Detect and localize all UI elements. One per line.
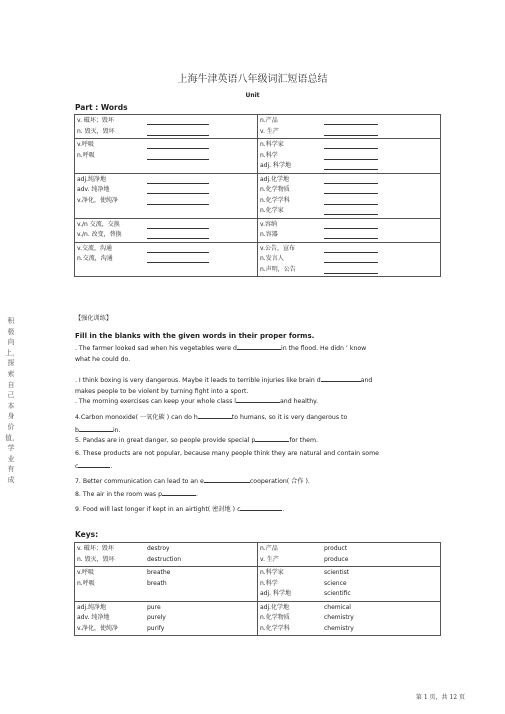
vocab-definition: n.产品 <box>260 117 278 124</box>
answer-blank[interactable] <box>324 162 378 170</box>
key-definition: v. 生产 <box>260 555 279 563</box>
keys-row <box>75 567 441 602</box>
key-line <box>260 603 437 614</box>
answer-blank[interactable] <box>324 231 378 239</box>
exercise-9: 9. Food will last longer if kept in an airtight( 密封地 ) c . <box>75 503 443 516</box>
answer-blank[interactable] <box>147 197 209 205</box>
vocab-line <box>77 116 254 127</box>
vocab-line <box>260 140 437 151</box>
vocab-line <box>260 196 437 207</box>
answer-blank[interactable] <box>147 128 209 136</box>
exercise-3: . The morning exercises can keep your whole class l and healthy. <box>75 395 443 408</box>
key-answer: chemistry <box>324 624 354 632</box>
key-definition: v. 破坏；毁坏 <box>77 545 114 552</box>
exercise-header: 【强化训练】 <box>75 315 113 322</box>
answer-blank[interactable] <box>147 176 209 184</box>
vocab-definition: n.科学家 <box>260 141 284 148</box>
exercise-5: 5. Pandas are in great danger, so people provide special p for them. <box>75 434 443 447</box>
key-line <box>77 624 254 635</box>
vocab-line <box>260 185 437 196</box>
exercise-instruction: Fill in the blanks with the given words in their proper forms. <box>75 332 315 340</box>
vocab-definition: n.容器 <box>260 231 278 238</box>
key-line <box>260 555 437 566</box>
vocab-line <box>260 151 437 162</box>
key-answer: scientist <box>324 569 350 576</box>
key-line <box>77 579 254 590</box>
vocab-definition: v.容纳 <box>260 220 277 228</box>
answer-blank[interactable] <box>147 245 209 253</box>
keys-row <box>75 601 441 636</box>
vocab-definition: n.化学物质 <box>260 186 290 193</box>
answer-blank[interactable] <box>324 141 378 149</box>
key-answer: purify <box>147 624 165 632</box>
keys-cell-right <box>258 601 441 636</box>
answer-blank[interactable] <box>236 395 280 403</box>
key-line <box>260 544 437 555</box>
words-cell-left <box>75 242 258 277</box>
vocab-definition: adj.化学地 <box>260 175 290 183</box>
vocab-line <box>77 220 254 231</box>
vocab-definition: v.呼吸 <box>77 141 94 148</box>
keys-cell-left <box>75 543 258 567</box>
key-answer: destruction <box>147 555 182 563</box>
key-definition: n.化学物质 <box>260 614 290 621</box>
answer-blank[interactable] <box>204 475 250 483</box>
vocab-line <box>77 151 254 162</box>
words-row <box>75 139 441 174</box>
words-cell-right <box>258 139 441 174</box>
vocab-definition: v. 生产 <box>260 127 279 135</box>
vocab-definition: v.交流，沟通 <box>77 244 112 252</box>
answer-blank[interactable] <box>255 434 289 442</box>
answer-blank[interactable] <box>324 266 378 274</box>
words-cell-left <box>75 115 258 139</box>
vocab-line <box>260 161 437 172</box>
key-definition: adj.纯净地 <box>77 603 107 611</box>
answer-blank[interactable] <box>324 176 378 184</box>
vocab-definition: n.发言人 <box>260 255 284 262</box>
key-line <box>260 589 437 600</box>
vocab-line <box>260 175 437 186</box>
key-answer: breathe <box>147 569 171 576</box>
key-line <box>77 568 254 579</box>
key-answer: scientific <box>324 590 351 597</box>
key-line <box>77 544 254 555</box>
vocab-line <box>77 230 254 241</box>
answer-blank[interactable] <box>78 460 110 468</box>
key-definition: n.化学学科 <box>260 624 290 632</box>
words-cell-left <box>75 173 258 218</box>
vocab-definition: n.化学学科 <box>260 196 290 204</box>
key-answer: product <box>324 545 348 552</box>
vocab-line <box>260 206 437 217</box>
answer-blank[interactable] <box>147 255 209 263</box>
words-cell-right <box>258 242 441 277</box>
key-line <box>260 613 437 624</box>
vocab-line <box>260 244 437 255</box>
key-answer: chemical <box>324 603 351 611</box>
key-definition: n. 毁灭，毁坏 <box>77 555 115 563</box>
answer-blank[interactable] <box>147 231 209 239</box>
words-cell-right <box>258 173 441 218</box>
vocab-line <box>260 116 437 127</box>
answer-blank[interactable] <box>147 186 209 194</box>
keys-heading: Keys: <box>75 530 99 539</box>
answer-blank[interactable] <box>324 186 378 194</box>
vocab-line <box>77 196 254 207</box>
unit-label: Unit <box>245 92 260 99</box>
page-footer: 第 1 页，共 12 页 <box>415 694 465 701</box>
words-cell-left <box>75 139 258 174</box>
answer-blank[interactable] <box>147 141 209 149</box>
key-definition: adv. 纯净地 <box>77 614 110 621</box>
key-answer: destroy <box>147 545 170 552</box>
page-title: 上海牛津英语八年级词汇短语总结 <box>177 74 328 85</box>
key-line <box>260 568 437 579</box>
key-definition: v.净化，使纯净 <box>77 624 118 632</box>
answer-blank[interactable] <box>240 503 282 511</box>
key-definition: n.科学家 <box>260 569 284 576</box>
key-answer: chemistry <box>324 614 354 621</box>
key-answer: pure <box>147 603 161 611</box>
vocab-line <box>77 254 254 265</box>
key-definition: adj.化学地 <box>260 603 290 611</box>
vocab-definition: n.交流，沟通 <box>77 255 113 262</box>
answer-blank[interactable] <box>324 207 378 215</box>
keys-cell-left <box>75 567 258 602</box>
answer-blank[interactable] <box>324 197 378 205</box>
keys-row <box>75 543 441 567</box>
key-line <box>260 624 437 635</box>
keys-cell-right <box>258 543 441 567</box>
words-row <box>75 115 441 139</box>
answer-blank[interactable] <box>321 374 361 382</box>
vocab-line <box>77 185 254 196</box>
vocab-line <box>260 127 437 138</box>
answer-blank[interactable] <box>324 117 378 125</box>
keys-cell-right <box>258 567 441 602</box>
vocab-definition: v./n. 改变，替换 <box>77 231 122 238</box>
key-definition: n.科学 <box>260 579 278 587</box>
vocab-definition: v.净化，使纯净 <box>77 196 118 204</box>
key-answer: breath <box>147 579 167 587</box>
answer-blank[interactable] <box>324 221 378 229</box>
key-answer: produce <box>324 555 349 563</box>
key-line <box>77 613 254 624</box>
words-cell-right <box>258 218 441 242</box>
key-line <box>260 579 437 590</box>
key-answer: science <box>324 579 347 587</box>
exercise-7: 7. Better communication can lead to an e cooperation( 合作 ). <box>75 475 443 488</box>
answer-blank[interactable] <box>198 411 232 419</box>
vocab-definition: n.化学家 <box>260 207 284 214</box>
answer-blank[interactable] <box>147 152 209 160</box>
vocab-definition: v.公告，宣布 <box>260 244 295 252</box>
vocab-line <box>260 254 437 265</box>
vocab-line <box>260 220 437 231</box>
exercise-6: 6. These products are not popular, because many people think they are natural and contain some c . <box>75 450 379 470</box>
answer-blank[interactable] <box>324 245 378 253</box>
answer-blank[interactable] <box>237 342 281 350</box>
answer-blank[interactable] <box>162 488 196 496</box>
vocab-definition: n.呼吸 <box>77 151 95 159</box>
vocab-definition: v./n 交流，交换 <box>77 220 120 228</box>
exercise-8: 8. The air in the room was p . <box>75 488 443 501</box>
answer-blank[interactable] <box>324 128 378 136</box>
key-definition: v.呼吸 <box>77 569 94 576</box>
key-answer: purely <box>147 614 166 621</box>
vocab-definition: n. 毁灭，毁坏 <box>77 127 115 135</box>
words-cell-left <box>75 218 258 242</box>
keys-table <box>74 542 441 636</box>
vocab-definition: adj. 科学地 <box>260 162 291 169</box>
part-words-heading: Part : Words <box>75 103 128 112</box>
side-vertical-text: 积极向上，探索自己本身价值，学业有成 <box>5 317 19 484</box>
answer-blank[interactable] <box>324 152 378 160</box>
key-line <box>77 555 254 566</box>
keys-cell-left <box>75 601 258 636</box>
exercise-4: 4.Carbon monoxide( 一氧化碳 ) can do h to humans, so it is very dangerous to b in. <box>75 411 443 436</box>
words-cell-right <box>258 115 441 139</box>
words-table <box>74 114 441 277</box>
vocab-line <box>77 244 254 255</box>
key-definition: n.呼吸 <box>77 579 95 587</box>
answer-blank[interactable] <box>79 424 113 432</box>
vocab-line <box>77 175 254 186</box>
vocab-line <box>260 230 437 241</box>
vocab-line <box>260 265 437 276</box>
vocab-definition: v. 破坏；毁坏 <box>77 117 114 124</box>
vocab-definition: n.科学 <box>260 151 278 159</box>
vocab-definition: adv. 纯净地 <box>77 186 110 193</box>
key-line <box>77 603 254 614</box>
key-definition: n.产品 <box>260 545 278 552</box>
words-row <box>75 218 441 242</box>
answer-blank[interactable] <box>147 221 209 229</box>
vocab-definition: adj.纯净地 <box>77 175 107 183</box>
exercise-1: . The farmer looked sad when his vegetables were d in the flood. He didn ’ know what he could do. <box>75 342 443 365</box>
words-row <box>75 242 441 277</box>
vocab-line <box>77 127 254 138</box>
answer-blank[interactable] <box>147 117 209 125</box>
exercise-2: . I think boxing is very dangerous. Maybe it leads to terrible injuries like brain d and makes people to be violent by turning fight into a sport. <box>75 374 443 397</box>
vocab-line <box>77 140 254 151</box>
answer-blank[interactable] <box>324 255 378 263</box>
key-definition: adj. 科学地 <box>260 590 291 597</box>
words-row <box>75 173 441 218</box>
vocab-definition: n.声明，公告 <box>260 265 296 273</box>
